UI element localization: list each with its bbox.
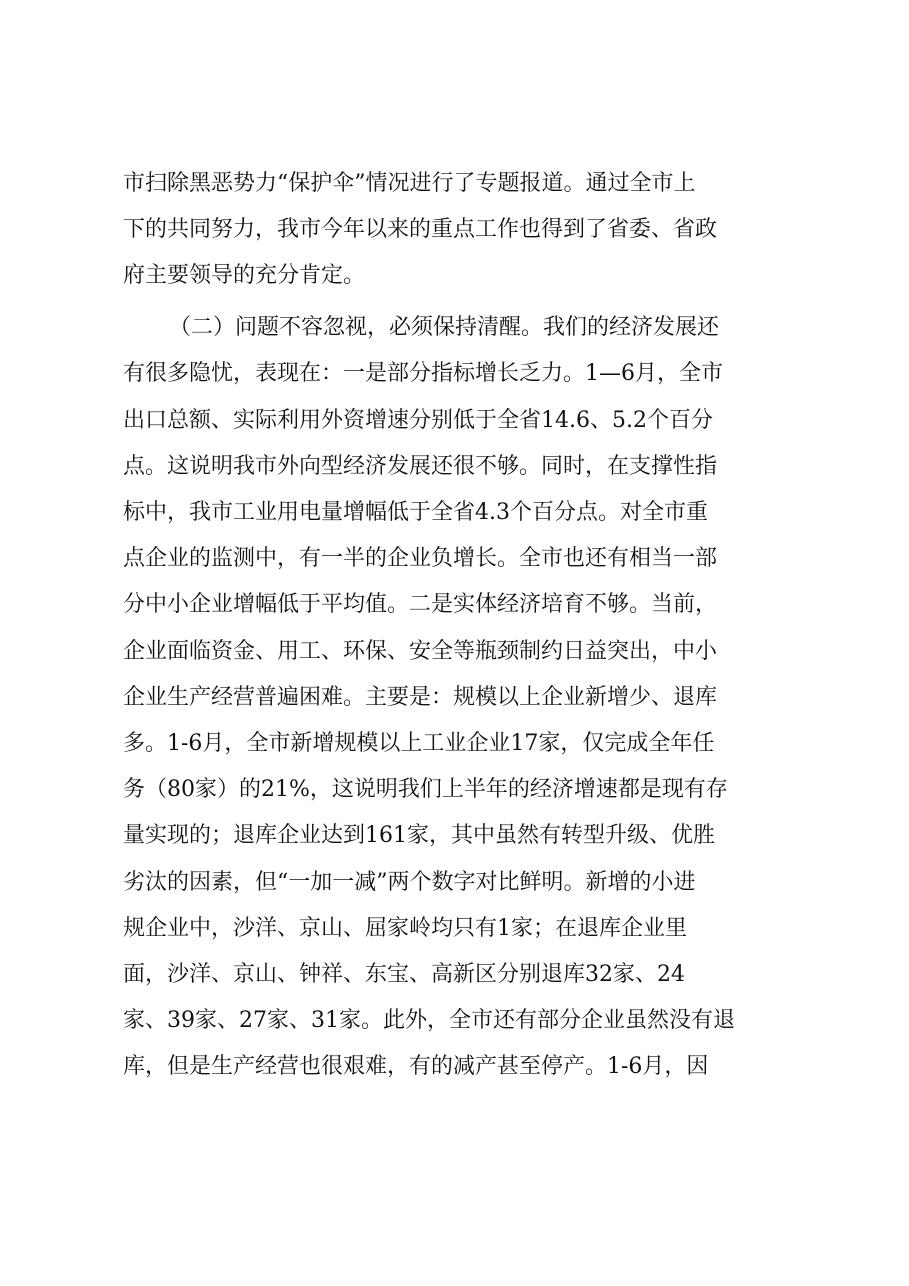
- text-line-19: 家、39家、27家、31家。此外，全市还有部分企业虽然没有退: [123, 1008, 735, 1033]
- text-line-7: 点。这说明我市外向型经济发展还很不够。同时，在支撑性指: [123, 454, 718, 479]
- text-line-16: 劣汰的因素，但“一加一减”两个数字对比鲜明。新增的小进: [123, 870, 696, 895]
- text-line-20: 库，但是生产经营也很艰难，有的减产甚至停产。1-6月，因: [123, 1054, 709, 1079]
- text-line-11: 企业面临资金、用工、环保、安全等瓶颈制约日益突出，中小: [123, 639, 718, 664]
- text-line-2: 下的共同努力，我市今年以来的重点工作也得到了省委、省政: [123, 217, 718, 242]
- text-line-5: 有很多隐忧，表现在：一是部分指标增长乏力。1—6月，全市: [123, 361, 723, 386]
- text-line-14: 务（80家）的21%，这说明我们上半年的经济增速都是现有存: [123, 777, 728, 802]
- text-line-15: 量实现的；退库企业达到161家，其中虽然有转型升级、优胜: [123, 823, 715, 848]
- text-line-8: 标中，我市工业用电量增幅低于全省4.3个百分点。对全市重: [123, 500, 708, 525]
- text-line-3: 府主要领导的充分肯定。: [123, 263, 366, 288]
- text-line-6: 出口总额、实际利用外资增速分别低于全省14.6、5.2个百分: [123, 408, 713, 433]
- text-line-10: 分中小企业增幅低于平均值。二是实体经济培育不够。当前，: [123, 592, 718, 617]
- text-line-4: （二）问题不容忽视，必须保持清醒。我们的经济发展还: [169, 315, 720, 340]
- text-line-18: 面，沙洋、京山、钟祥、东宝、高新区分别退库32家、24: [123, 962, 685, 987]
- text-line-1: 市扫除黑恶势力“保护伞”情况进行了专题报道。通过全市上: [123, 171, 696, 196]
- text-line-12: 企业生产经营普遍困难。主要是：规模以上企业新增少、退库: [123, 685, 718, 710]
- text-line-9: 点企业的监测中，有一半的企业负增长。全市也还有相当一部: [123, 546, 718, 571]
- text-line-13: 多。1-6月，全市新增规模以上工业企业17家，仅完成全年任: [123, 731, 715, 756]
- text-line-17: 规企业中，沙洋、京山、屈家岭均只有1家；在退库企业里: [123, 916, 687, 941]
